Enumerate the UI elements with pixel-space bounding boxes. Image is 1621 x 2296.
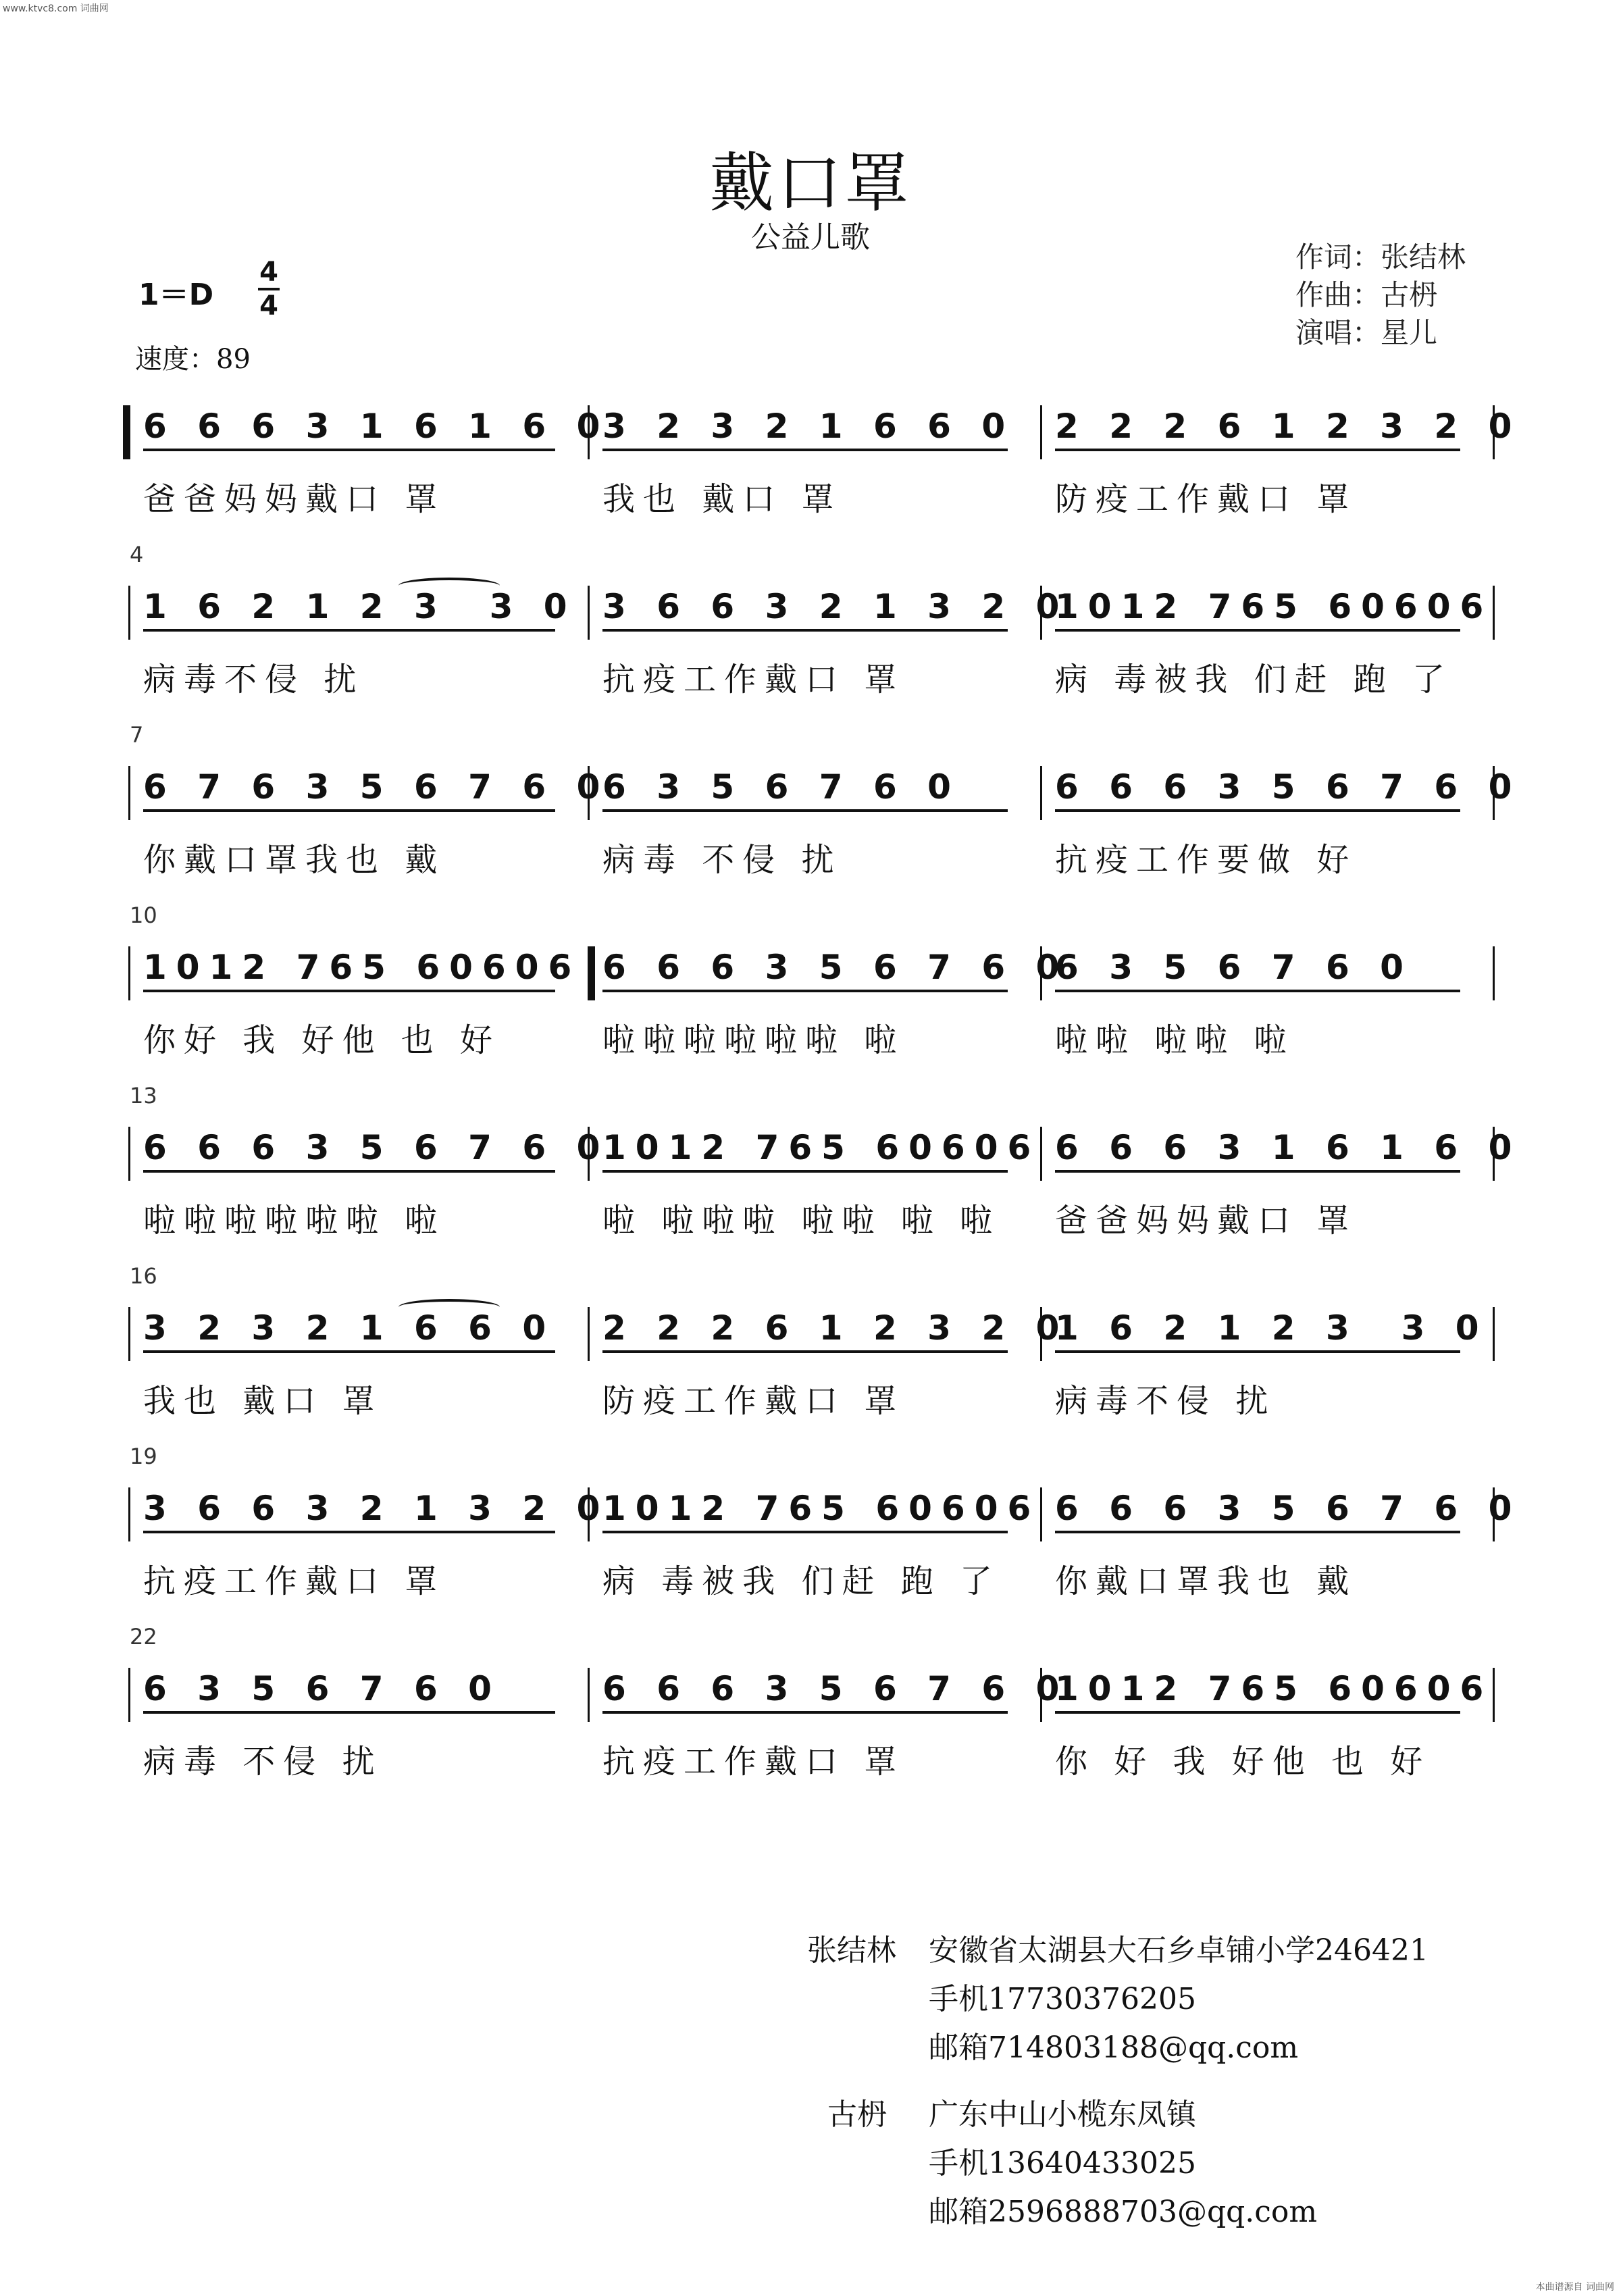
beam-underline — [1055, 1350, 1460, 1353]
measure — [1040, 940, 1493, 1075]
contact-email: 邮箱2596888703@qq.com — [929, 2195, 1318, 2229]
contact-name: 张结林 — [807, 1933, 896, 1968]
measure-notes: 1 6 2 1 2 3 3 0 — [143, 587, 577, 626]
measure-lyrics: 抗疫工作戴口 罩 — [143, 1562, 446, 1600]
measure-lyrics: 我也 戴口 罩 — [143, 1382, 383, 1420]
contact-address: 安徽省太湖县大石乡卓铺小学246421 — [929, 1933, 1429, 1968]
measure-notes: 2 2 2 6 1 2 3 2 0 — [602, 1308, 1069, 1348]
measure — [128, 1661, 588, 1796]
measure-notes: 2 2 2 6 1 2 3 2 0 — [1055, 407, 1522, 446]
site-header: www.ktvc8.com 词曲网 — [3, 3, 109, 14]
score-system — [128, 940, 1506, 1108]
score-system — [128, 1120, 1522, 1289]
beam-underline — [143, 629, 555, 632]
credit-composer: 作曲：古枬 — [1295, 278, 1438, 311]
beam-underline — [1055, 1170, 1460, 1173]
barline — [1493, 946, 1495, 1000]
measure — [1040, 1481, 1522, 1616]
measure-number: 10 — [130, 902, 157, 928]
contact-lyricist — [807, 1927, 1429, 2072]
measure-lyrics: 病 毒被我 们赶 跑 了 — [602, 1562, 1001, 1600]
measure — [588, 940, 1069, 1075]
measure-lyrics: 啦啦 啦啦 啦 — [1055, 1021, 1295, 1059]
measure — [128, 759, 610, 894]
measure — [1040, 579, 1493, 714]
measure-notes: 6 3 5 6 7 6 0 — [602, 767, 960, 807]
credit-singer: 演唱：星儿 — [1295, 316, 1438, 349]
measure-notes: 3 6 6 3 2 1 3 2 0 — [143, 1489, 610, 1528]
measure-notes: 1012 765 60606 — [602, 1489, 1041, 1528]
key-signature: 1＝D — [138, 278, 214, 312]
measure-notes: 6 3 5 6 7 6 0 — [1055, 948, 1413, 987]
beam-underline — [602, 1170, 1008, 1173]
contact-email: 邮箱714803188@qq.com — [929, 2031, 1299, 2065]
measure — [1040, 1661, 1493, 1796]
measure-number: 22 — [130, 1624, 157, 1650]
contact-address: 广东中山小榄东凤镇 — [929, 2097, 1196, 2132]
measure-notes: 6 6 6 3 1 6 1 6 0 — [1055, 1128, 1522, 1167]
barline — [1493, 1307, 1495, 1361]
measure — [128, 1300, 588, 1435]
measure-notes: 1012 765 60606 — [1055, 587, 1493, 626]
meter-bottom: 4 — [259, 290, 278, 322]
subtitle: 公益儿歌 — [751, 220, 870, 255]
contact-name: 古枬 — [827, 2097, 887, 2132]
beam-underline — [143, 1170, 555, 1173]
measure — [588, 399, 1040, 534]
beam-underline — [1055, 1531, 1460, 1533]
measure — [588, 1300, 1069, 1435]
measure-notes: 6 6 6 3 5 6 7 6 0 — [602, 948, 1069, 987]
measure-lyrics: 你好 我 好他 也 好 — [143, 1021, 501, 1059]
beam-underline — [602, 449, 1008, 451]
measure-notes: 6 7 6 3 5 6 7 6 0 — [143, 767, 610, 807]
tie-arc — [398, 578, 500, 594]
measure-notes: 3 2 3 2 1 6 6 0 — [602, 407, 1015, 446]
contact-phone: 手机17730376205 — [929, 1982, 1196, 2016]
measure-lyrics: 你 好 我 好他 也 好 — [1055, 1743, 1431, 1781]
measure-lyrics: 抗疫工作戴口 罩 — [602, 661, 905, 698]
beam-underline — [602, 990, 1008, 992]
measure-lyrics: 病毒不侵 扰 — [143, 661, 365, 698]
measure — [588, 759, 1040, 894]
measure-lyrics: 啦啦啦啦啦啦 啦 — [602, 1021, 905, 1059]
tempo: 速度：89 — [135, 344, 251, 375]
barline — [1493, 586, 1495, 640]
measure-notes: 6 6 6 3 5 6 7 6 0 — [143, 1128, 610, 1167]
measure-notes: 1012 765 60606 — [1055, 1669, 1493, 1708]
measure-number: 19 — [130, 1444, 157, 1469]
contact-composer — [827, 2091, 1317, 2237]
beam-underline — [602, 1531, 1008, 1533]
measure-notes: 1 6 2 1 2 3 3 0 — [1055, 1308, 1489, 1348]
measure-number: 7 — [130, 722, 144, 748]
measure-lyrics: 爸爸妈妈戴口 罩 — [143, 480, 446, 518]
measure-lyrics: 啦 啦啦啦 啦啦 啦 啦 — [602, 1202, 1001, 1240]
measure — [588, 1120, 1040, 1255]
measure-number: 13 — [130, 1083, 157, 1108]
measure-lyrics: 抗疫工作戴口 罩 — [602, 1743, 905, 1781]
beam-underline — [143, 449, 555, 451]
measure-lyrics: 病毒 不侵 扰 — [143, 1743, 383, 1781]
beam-underline — [143, 1531, 555, 1533]
beam-underline — [602, 629, 1008, 632]
score-system — [128, 579, 1506, 748]
beam-underline — [1055, 449, 1460, 451]
beam-underline — [602, 809, 1008, 812]
measure — [128, 579, 588, 714]
measure — [1040, 759, 1522, 894]
measure-notes: 1012 765 60606 — [602, 1128, 1041, 1167]
measure-notes: 6 6 6 3 5 6 7 6 0 — [602, 1669, 1069, 1708]
measure-lyrics: 防疫工作戴口 罩 — [602, 1382, 905, 1420]
measure-lyrics: 病毒不侵 扰 — [1055, 1382, 1277, 1420]
measure — [1040, 1300, 1493, 1435]
contact-phone: 手机13640433025 — [929, 2146, 1196, 2180]
measure-number: 16 — [130, 1263, 157, 1289]
measure — [128, 399, 610, 534]
measure — [128, 1481, 610, 1616]
beam-underline — [1055, 629, 1460, 632]
measure-lyrics: 啦啦啦啦啦啦 啦 — [143, 1202, 446, 1240]
measure-notes: 6 6 6 3 5 6 7 6 0 — [1055, 1489, 1522, 1528]
measure-lyrics: 爸爸妈妈戴口 罩 — [1055, 1202, 1358, 1240]
time-signature — [255, 257, 282, 322]
beam-underline — [602, 1711, 1008, 1714]
credit-lyricist: 作词：张结林 — [1295, 240, 1466, 274]
measure-lyrics: 我也 戴口 罩 — [602, 480, 842, 518]
beam-underline — [1055, 1711, 1460, 1714]
barline — [1493, 1668, 1495, 1722]
tie-arc — [398, 1299, 500, 1315]
measure — [588, 1661, 1069, 1796]
measure-notes: 3 6 6 3 2 1 3 2 0 — [602, 587, 1069, 626]
measure — [1040, 399, 1522, 534]
measure-notes: 1012 765 60606 — [143, 948, 582, 987]
page-title: 戴口罩 — [709, 145, 912, 221]
beam-underline — [143, 1711, 555, 1714]
beam-underline — [602, 1350, 1008, 1353]
measure-lyrics: 病 毒被我 们赶 跑 了 — [1055, 661, 1453, 698]
measure-lyrics: 抗疫工作要做 好 — [1055, 841, 1358, 879]
beam-underline — [143, 990, 555, 992]
measure-notes: 6 6 6 3 1 6 1 6 0 — [143, 407, 610, 446]
beam-underline — [1055, 990, 1460, 992]
measure-notes: 6 6 6 3 5 6 7 6 0 — [1055, 767, 1522, 807]
score-system — [128, 1661, 1506, 1830]
measure-notes: 3 2 3 2 1 6 6 0 — [143, 1308, 556, 1348]
score-system — [128, 1300, 1506, 1469]
measure-notes: 6 3 5 6 7 6 0 — [143, 1669, 501, 1708]
measure-number: 4 — [130, 542, 144, 567]
footer-watermark: 本曲谱源自 词曲网 — [1535, 2282, 1614, 2293]
measure — [588, 1481, 1040, 1616]
score-system — [128, 1481, 1522, 1650]
measure — [128, 1120, 610, 1255]
measure-lyrics: 病毒 不侵 扰 — [602, 841, 842, 879]
beam-underline — [143, 809, 555, 812]
beam-underline — [143, 1350, 555, 1353]
measure — [588, 579, 1069, 714]
measure — [128, 940, 588, 1075]
score-system — [128, 759, 1522, 928]
meter-top: 4 — [259, 257, 278, 288]
measure-lyrics: 你戴口罩我也 戴 — [1055, 1562, 1358, 1600]
beam-underline — [1055, 809, 1460, 812]
score-system — [128, 399, 1522, 567]
measure — [1040, 1120, 1522, 1255]
measure-lyrics: 防疫工作戴口 罩 — [1055, 480, 1358, 518]
measure-lyrics: 你戴口罩我也 戴 — [143, 841, 446, 879]
